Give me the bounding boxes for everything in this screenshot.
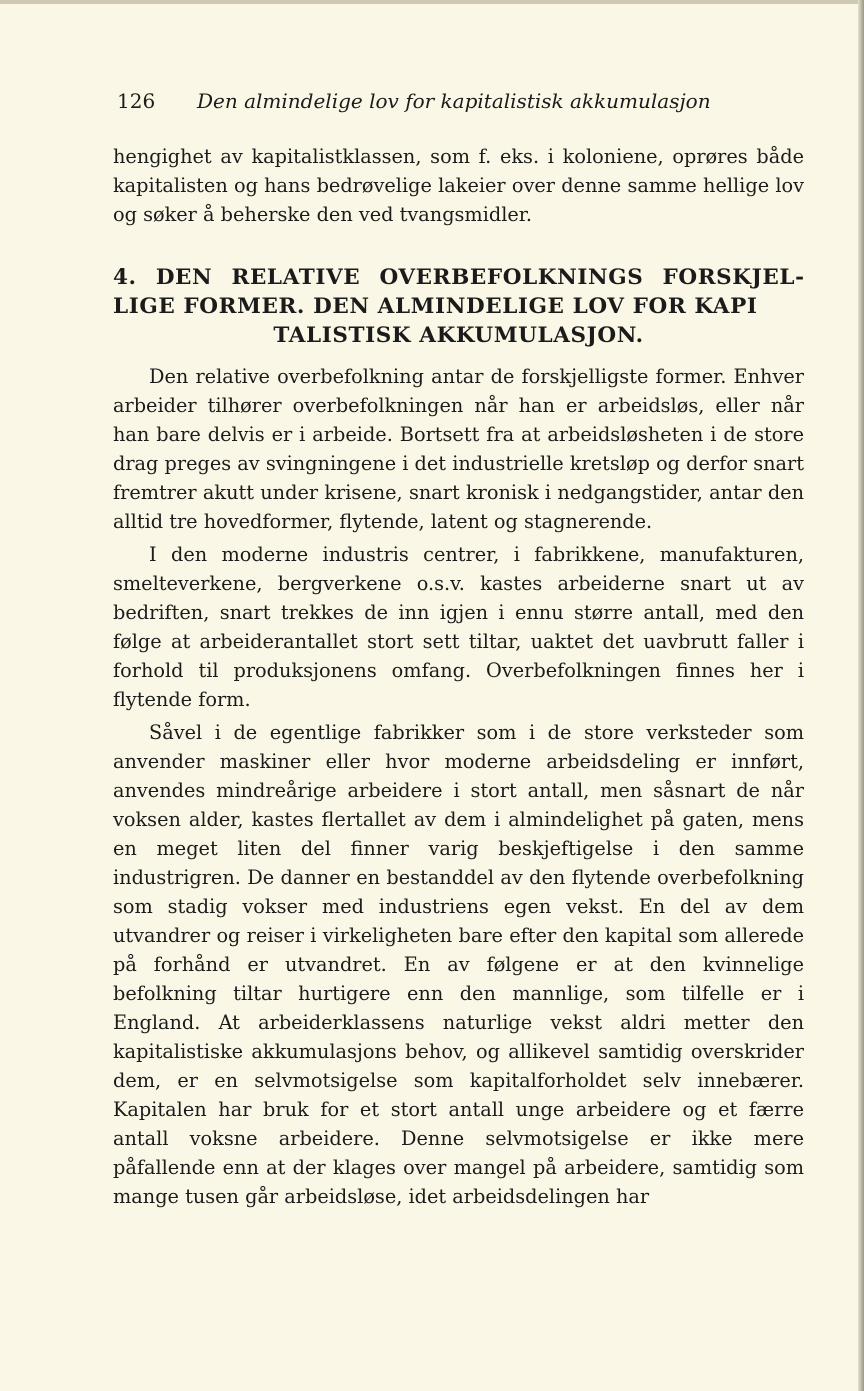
paragraph-1: Den relative overbefolkning antar de forskjelligste former. Enhver arbeider tilhører overbefolkningen når han er arbeidsløs, eller når han bare delvis er i arbeide. Bortsett fra at arbeidsløsheten i de store drag preges av svingningene i det industrielle kretsløp og derfor snart fremtrer akutt under krisene, snart kronisk i nedgangstider, antar den alltid tre hovedformer, flytende, latent og stagnerende.	[113, 365, 804, 533]
page-right-edge	[858, 0, 864, 1391]
page-top-edge	[0, 0, 864, 4]
section-heading-lines: 4. DEN RELATIVE OVERBEFOLKNINGS FORSKJELLIGE FORMER. DEN ALMINDELIGE LOV FOR KAPI	[113, 265, 804, 319]
running-header	[117, 86, 817, 116]
running-title: Den almindelige lov for kapitalistisk akkumulasjon	[197, 89, 711, 113]
section-heading	[113, 263, 804, 350]
page-number: 126	[117, 89, 156, 113]
section-heading-last-line: TALISTISK AKKUMULASJON.	[273, 323, 644, 348]
paragraph-2: I den moderne industris centrer, i fabrikkene, manufakturen, smelteverkene, bergverkene o.s.v. kastes arbeiderne snart ut av bedriften, snart trekkes de inn igjen i ennu større antall, med den følge at arbeiderantallet stort sett tiltar, uaktet det uavbrutt faller i forhold til produksjonens omfang. Overbefolkningen finnes her i flytende form.	[113, 543, 804, 711]
opening-paragraph: hengighet av kapitalistklassen, som f. eks. i koloniene, oprøres både kapitalisten og hans bedrøvelige lakeier over denne samme hellige lov og søker å beherske den ved tvangsmidler.	[113, 145, 804, 226]
page-content	[113, 142, 804, 1211]
paragraph-3: Såvel i de egentlige fabrikker som i de store verksteder som anvender maskiner eller hvor moderne arbeidsdeling er innført, anvendes mindreårige arbeidere i stort antall, men såsnart de når voksen alder, kastes flertallet av dem i almindelighet på gaten, mens en meget liten del finner varig beskjeftigelse i den samme industrigren. De danner en bestanddel av den flytende overbefolkning som stadig vokser med industriens egen vekst. En del av dem utvandrer og reiser i virkeligheten bare efter den kapital som allerede på forhånd er utvandret. En av følgene er at den kvinnelige befolkning tiltar hurtigere enn den mannlige, som tilfelle er i England. At arbeiderklassens naturlige vekst aldri metter den kapitalistiske akkumulasjons behov, og allikevel samtidig overskrider dem, er en selvmotsigelse som kapitalforholdet selv innebærer. Kapitalen har bruk for et stort antall unge arbeidere og et færre antall voksne arbeidere. Denne selvmotsigelse er ikke mere påfallende enn at der klages over mangel på arbeidere, samtidig som mange tusen går arbeidsløse, idet arbeidsdelingen har	[113, 721, 804, 1208]
